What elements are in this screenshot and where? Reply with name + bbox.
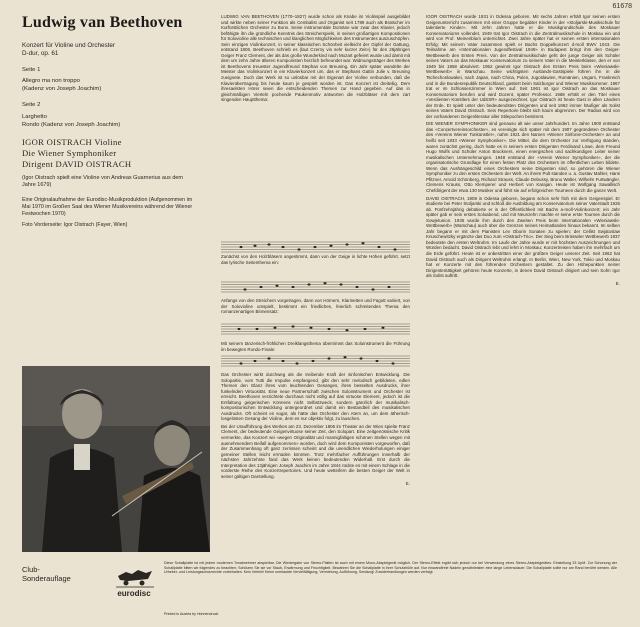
- liner-notes-continued: [221, 372, 410, 542]
- catalog-number: 61678: [612, 3, 632, 10]
- performer-soloist: IGOR OISTRACH Violine: [22, 137, 122, 148]
- club-line-1: Club-: [22, 565, 40, 574]
- biographies-column: [426, 14, 620, 571]
- liner-signature: E.: [405, 481, 410, 487]
- side-1-movement: Allegro ma non troppo: [22, 78, 80, 85]
- work-title-block: [22, 42, 196, 59]
- side-2-movement-2: Rondo (Kadenz von Joseph Joachim): [22, 121, 121, 128]
- photo-illustration: [22, 366, 210, 552]
- liner-paragraph-premiere: Bei der Uraufführung des Werkes am 23. Dezember 1806 im Theater an der Wien spielte Franz Clement, der bedeutende Geigenvirtuose seiner Zeit, den Solopart. Eine zeitgenössische Kritik vermerkte, das Konzert sei «wegen Originalität und mannigfaltigen schönen Stellen wegen mit ausnehmendem Beifall aufgenommen» worden, doch wird dem Komponisten vorgeworfen, daß der Zusammenhang oft ganz zerrissen scheint und die unendlichen Wiederholungen einiger gemeiner Stellen leicht ermüden könnten. Trotz mehrfacher Aufführungen innerhalb der nächsten Jahrzehnte fand das Werk keinen bedeutenden Widerhall. Erst durch die Interpretation des 13jährigen Joseph Joachim im Jahre 1844 rückte es mit einem Schlage in die vorderste Reihe des Konzertrepertoires. Und heute wetteifern die besten Geiger der Welt in seiner gültigen Darstellung.: [221, 423, 410, 479]
- side-2-block: [22, 102, 196, 129]
- performer-conductor: Dirigent DAVID OISTRACH: [22, 158, 132, 169]
- bio-david-oistrach: DAVID OISTRACH, 1908 in Odessa geboren, begann schon sehr früh mit dem Geigenspiel. Er studierte bei Peter Stoljarski und schloß die Ausbildung am Konservatorium seiner Vaterstadt 1926 ab. Fünfzehnjährig debütierte er in der Öffentlichkeit mit Bachs a-moll-Violinkonzert; ein Jahr später gab er sein erstes Soloabend, und mit Neunzehn machte er seine erste Tournee durch die Sowjetunion. 1935 wurde ihm durch den Zweiten Preis beim Internationalen «Wieniawski-Wettbewerb» (Warschau) auch über die Grenzen seines Heimatlandes hinaus bekannt. Im selben Jahr begann er mit dem Pianisten Lev Oborin Sonaten zu spielen; der Cellist Swjatoslaw Knuschewitzky ergänzte das Duo zum «Oistrach-Trio». Der Sieg beim Brüsseler Wettbewerb 1937 bedeutete den ersten Weltruhm. Im Laufe der Jahre wurde er mit höchsten Auszeichnungen und Würden bedacht. David Oistrach lebt und lehrt in Moskau; Konzertreisen haben ihn mehrfach um die Erde geführt. Heute ist er unbestritten einer der größten Geiger unserer Zeit. Seit 1962 hat David Oistrach auch als Dirigent Weltruhm erlangt. In Berlin, Wien, New York, Tokio und Moskau hat er Konzerte mit den führenden Orchestern gestaltet. Zu den Höhepunkten seiner Dirigententätigkeit gehören heute Konzerte, in denen David Oistrach dirigiert und sein Sohn Igor als Solist auftritt.: [426, 195, 620, 279]
- eurodisc-logo: [108, 562, 160, 602]
- club-edition-label: [22, 565, 71, 583]
- side-1-label: Seite 1: [22, 66, 41, 73]
- club-line-2: Sonderauflage: [22, 574, 71, 583]
- bio-igor-oistrach: IGOR OISTRACH wurde 1931 in Odessa geboren. Mit sechs Jahren erhält Igor seinen ersten Geigenunterricht zusammen mit einer Gruppe begabter Kinder in der «Stoljarski-Musikschule für talentierte Kinder». Mit zehn Jahren hatte er die Musikgrundschule des Moskauer Konservatoriums vollendet, 1949 trat Igor Oistrach in die Zentralmusikschule in Moskau ein und wird von Prof. Meinenblum unterrichtet. Zwei Jahre später hat er seinen ersten internationalen Erfolg: Mit seinem Vater zusammen spielt er Bachs Doppelkonzert d-moll BWV 1043. Die Teilnahme am «Internationalen Jugendfestival 1949» in Budapest bringt ihm den Geiger-Wettbewerb den Ersten Preis. Von der Zentralmusikschule geht der junge Geiger als Schüler seines Vaters an das Moskauer Konservatorium zu seinem Vater in die Meisterklasse, den er von 1949 bis 1958 absolviert. 1952 gewinnt Igor Oistrach den Ersten Preis beim «Wieniawski-Wettbewerb» in Warschau. Seine wichtigsten Auslands-Gastspiele führen ihn in die Tschechoslowakei, nach Japan, nach China, Polen, Jugoslawien, Rumänien, Ungarn, Frankreich und in die Bundesrepublik Deutschland, gastiert beim Salzburger und Wiener Musiksommer. 1967 trat er im Schlossenzimmer in Wien auf. Seit 1961 ist Igor Oistrach an das Moskauer Konservatorium berufen und wird Dozent, später Professor. 1968 erhält er den Titel eines «Verdienten Künstlers der UdSSR» ausgezeichnet. Igor Oistrach ist heute Gast in allen Ländern der Erde. Er spielt unter den bedeutendsten Dirigenten und seit 1962 immer häufiger als Solist seines Vaters David Oistrach. Sein Repertoire bleibt sich kaum abgrenzen. Der Radius wird von der vorhandenen Geigenliteratur aller Stilepochen bestimmt.: [426, 14, 620, 119]
- left-column: [22, 14, 196, 228]
- side-1-block: [22, 67, 196, 94]
- side-2-movement-1: Larghetto: [22, 113, 47, 120]
- music-example-2: [221, 278, 410, 296]
- performers-photo: [22, 366, 210, 552]
- logo-wordmark: eurodisc: [117, 589, 151, 598]
- liner-paragraph-orchestra: Das Orchester wirkt durchweg als die treibende Kraft der sinfonischen Entwicklung. Die Solopartie, vom Tutti die Impulse empfangend, gibt den sehr melodisch gebildeten, edlen Themen den Glanz ihres vom leuchtenden Gesanges, ihres besselten Ausdrucks, ihrer funkelnden Virtuosität. Eine neue Partnerschaft zwischen Soloinstrument und Orchester ist erreicht. Beethoven verzichtete durchaus nicht völlig auf das virtuose Element, jedoch ist die Entfaltung geigerischen Könnens nicht Selbstzweck, sondern gänzlich der musikalisch-kompositorischen Entwicklung untergeordnet und damit ein Bestandteil des musikalischen Ausdrucks. Oft scheint es sogar, als hätte das Orchester den Atem an, um dem ätherisch-losgelösten Gesang der Violine, dem es nur objektiv folgt, zu lauschen.: [221, 372, 410, 422]
- music-example-3: [221, 320, 410, 338]
- side-1-cadenza: (Kadenz von Joseph Joachim): [22, 86, 102, 93]
- production-note: Eine Originalaufnahme der Eurodisc-Musikproduktion (Aufgenommen im Mai 1970 im Großen Saal des Wiener Musikvereins während der Wiener Festwochen 1970): [22, 197, 193, 217]
- printer-note: Printed in Austria by Hohnendruck: [164, 612, 219, 616]
- photo-credit: Foto Vorderseite: Igor Oistrach (Fayer, Wien): [22, 221, 128, 228]
- liner-notes-intro: LUDWIG VAN BEETHOVEN (1770–1827) wurde schon als Knabe im Violinspiel ausgebildet und wirkte neben seiner Funktion als Cembalist und Organist seit 1789 auch als Bratscher im Kurfürstlichen Orchester zu Bonn. Seine instrumentale Domäne war zwar das Klavier, jedoch befähigte ihn die gründliche Kenntnis des Streicherspiels, in seinen großartigen Kompositionen für Soloviolinе alle technischen und klanglichen Möglichkeiten des Instrumentes auszuschöpfen. Sein einziges Violinkonzert, in seiner klassischen Schönheit vielleicht der Gipfel der Gattung, entstand 1806. Beethoven schrieb es (laut Czerny vin sehr kurzer Zeit») für den 26jährigen Geiger Franz Clement, der als das große Wunderkind nach Mozart gefeiert wurde und damit mit dem um zehn Jahre älteren Komponisten herzlich befreundet war. Widmungsträger des Werkes ist Beethovens treuester Jugendfreund Stephan von Breuning. Ein Jahr später wandelte der Meister das Violinkonzert in ein Klavierkonzert um, das er Stephans Gattin Julie v. Breuning zueignete. Doch das Werk ist so unlösbar mit der Eigenart der Violine verbunden, daß die Klavierübertragung bis heute kaum je gespielt worden ist. Das Konzert ist dreiteilig. Dem ihresaelsten Hörer seien die entscheidenden Themen zur Hand gegeben. Auf das in gleichmäßigen Vierteln pochende Paukenmotiv antworten die Holzbläser mit dem zart singenden Hauptthema:: [221, 14, 410, 103]
- violin-note: (Igor Oistrach spielt eine Violine von Andreas Guarnerius aus dem Jahre 1679): [22, 175, 184, 189]
- performers-block: [22, 137, 196, 169]
- caption-rondo-theme: Mit seinem tänzerisch-fröhlichen Dreiklangsthema übernimmt das Soloinstrument die Führung im bewegten Rondo-Finale:: [221, 341, 410, 352]
- playback-disclaimer: Diese Schallplatte ist mit jedem modernen Tonabnehmer abspielbar. Die Wiedergabe von Stereo-Platten ist auch mit einem Mono-Abspielgerät möglich. Der Stereo-Effekt ergibt sich jedoch nur bei Verwendung eines Stereo-Abspielgerätes. Einstellung 33 UpM. Zur Schonung der Schallplatte bitten wir folgendes zu beachten: Schützen Sie sie vor Staub, Erwärmung und Feuchtigkeit. Bewahren Sie die Schallplatte in ihrer Schutzhülle auf. Nur einwandfreie Nadeln gewährleisten eine lange Lebensdauer. Die Schallplatte sollte nur am Rand berührt werden. Alle Urheber- und Leistungsschutzrechte vorbehalten. Kein Verleih! Keine unerlaubte Vervielfältigung, Vermietung, Aufführung, Sendung! Zuwiderhandlungen werden verfolgt.: [164, 561, 617, 575]
- caption-second-theme: Zunächst von den Holzbläsern angestimmt, dann von der Geige in lichte Höhen geführt, setzt das lyrische Seitenthema ein:: [221, 254, 410, 265]
- composer-title: Ludwig van Beethoven: [22, 14, 183, 31]
- bio-signature: E.: [615, 280, 620, 286]
- work-key: D-dur, op. 61: [22, 50, 59, 58]
- music-example-4: [221, 352, 410, 370]
- caption-larghetto-theme: Anfangs von den Streichern vorgetragen, dann von Hörnern, Klarinetten und Fagott variiert, von der Soloviolinе umspielt, bestimmt ein friedliches, feierlich schreitendes Thema den romanzenartigen Binnensatz:: [221, 298, 410, 315]
- side-2-label: Seite 2: [22, 101, 41, 108]
- performer-orchestra: Die Wiener Symphoniker: [22, 148, 117, 159]
- bio-wiener-symphoniker: DIE WIENER SYMPHONIKER sind genauso alt wie unser Jahrhundert. Im Jahre 1900 entstand das «Concertvereinsorchester», es vereinigte sich später mit dem 1907 gegründeten Orchester des «Vereins Wiener Tonkünstler», nahm 1921 den Namen «Wiener Sinfonie-Orchester» an und heißt seit 1933 «Wiener Symphoniker». Die Mittel, die dem Orchester zur Verfügung standen, waren zunächst gering, doch hatte es in seinem ersten Dirigenten Ferdinand Löwe, dem Freund Hugo Wolfs und Schüler Anton Bruckners, einen energischen und sachkundigen Leiter seiner musikalischen Unternehmungen. 1948 entstand der «Verein Wiener Symphoniker», der die organisatorische Grundlage für einen festen Platz des Orchesters im öffentlichen Leben bildete. Wenn das Aushängeschild eines Orchesters seine Dirigenten sind, so gehören die Wiener Symphoniker zu den ersten Orchestern der Welt. An ihrem Pult standen u. a. Gustav Mahler, Hans Pfitzner, Arnold Schönberg, Richard Strauss, Claude Debussy, Bruno Walter, Wilhelm Furtwängler, Clemens Krauss, Otto Klemperer und Herbert von Karajan. Heute ist Wolfgang Sawallisch Chefdirigent der etwa 130 Musiker und führt sie auf erfolgreichen Tourneen durch die ganze Welt.: [426, 121, 620, 193]
- work-title: Konzert für Violine und Orchester: [22, 42, 115, 49]
